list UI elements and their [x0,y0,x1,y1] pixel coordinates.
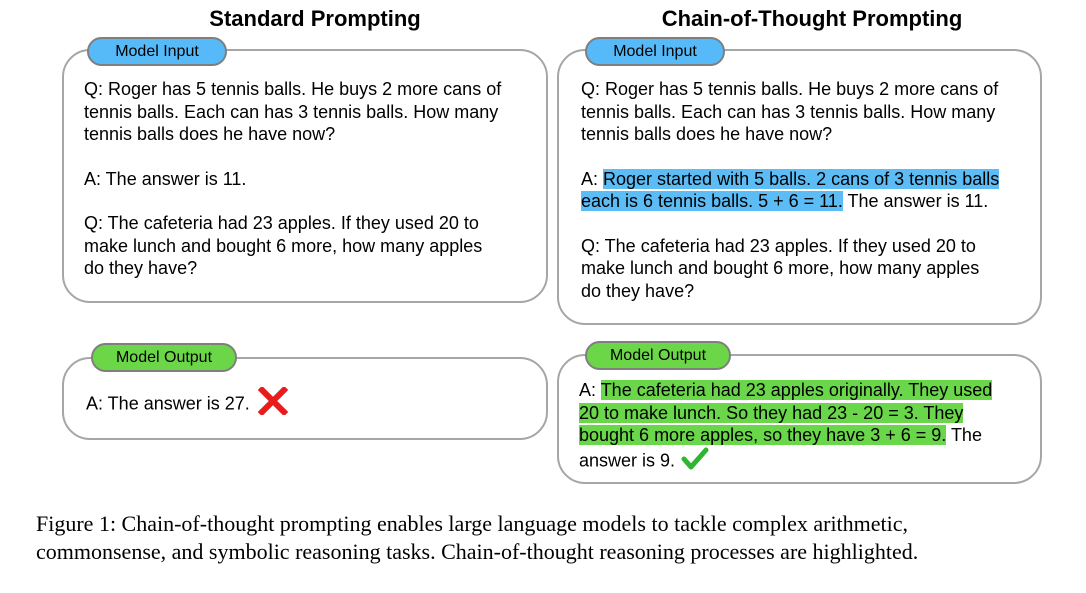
red-x-icon [258,387,288,422]
reasoning-highlight: Roger started with 5 balls. 2 cans of 3 tennis balls [603,168,1000,189]
caption-line: Figure 1: Chain-of-thought prompting enables large language models to tackle complex arithmetic, [36,511,909,536]
example-answer-line [581,190,999,213]
question-line: tennis balls does he have now? [84,124,336,144]
answer-prefix: A: [579,380,601,400]
question-line: tennis balls does he have now? [581,124,833,144]
model-answer-line [579,379,992,402]
question-line: Q: Roger has 5 tennis balls. He buys 2 more cans of [84,79,502,99]
question-line: do they have? [84,258,198,278]
question-line: tennis balls. Each can has 3 tennis balls. How many [84,101,499,122]
cot-output-text [579,379,992,476]
reasoning-highlight: each is 6 tennis balls. 5 + 6 = 11. [581,191,843,211]
model-answer-line [579,402,992,425]
model-answer-line [579,447,992,477]
question-line: Q: Roger has 5 tennis balls. He buys 2 more cans of [581,79,999,99]
reasoning-highlight: bought 6 more apples, so they have 3 + 6 = 9. [579,425,947,445]
example-answer-line [581,168,999,191]
question-line: tennis balls. Each can has 3 tennis balls. How many [581,101,996,122]
answer-prefix: A: [581,168,604,189]
answer-suffix: The [946,425,982,445]
final-answer: answer is 9. [579,450,676,470]
reasoning-highlight: The cafeteria had 23 apples originally. They used [600,380,993,400]
question-line: make lunch and bought 6 more, how many apples [581,258,980,278]
cot-prompting-title: Chain-of-Thought Prompting [661,6,963,31]
green-check-icon [681,447,709,477]
question-line: Q: The cafeteria had 23 apples. If they used 20 to [581,235,976,256]
standard-output-label: Model Output [91,343,237,372]
cot-input-text [581,78,999,302]
answer-suffix: The answer is 11. [842,191,989,211]
question-line: make lunch and bought 6 more, how many apples [84,235,483,256]
standard-input-text [84,78,501,280]
standard-prompting-title: Standard Prompting [209,6,421,31]
example-answer: A: The answer is 11. [84,168,247,189]
figure-caption [36,510,1076,566]
cot-output-label: Model Output [585,341,731,370]
question-line: do they have? [581,280,695,301]
standard-input-label: Model Input [87,37,227,66]
caption-line: commonsense, and symbolic reasoning tasks. Chain-of-thought reasoning processes are highlighted. [36,539,919,564]
model-answer: A: The answer is 27. [86,393,250,414]
model-answer-line [579,424,992,447]
question-line: Q: The cafeteria had 23 apples. If they used 20 to [84,213,479,233]
reasoning-highlight: 20 to make lunch. So they had 23 - 20 = 3. They [579,402,964,423]
standard-output-text [86,387,288,422]
cot-input-label: Model Input [585,37,725,66]
